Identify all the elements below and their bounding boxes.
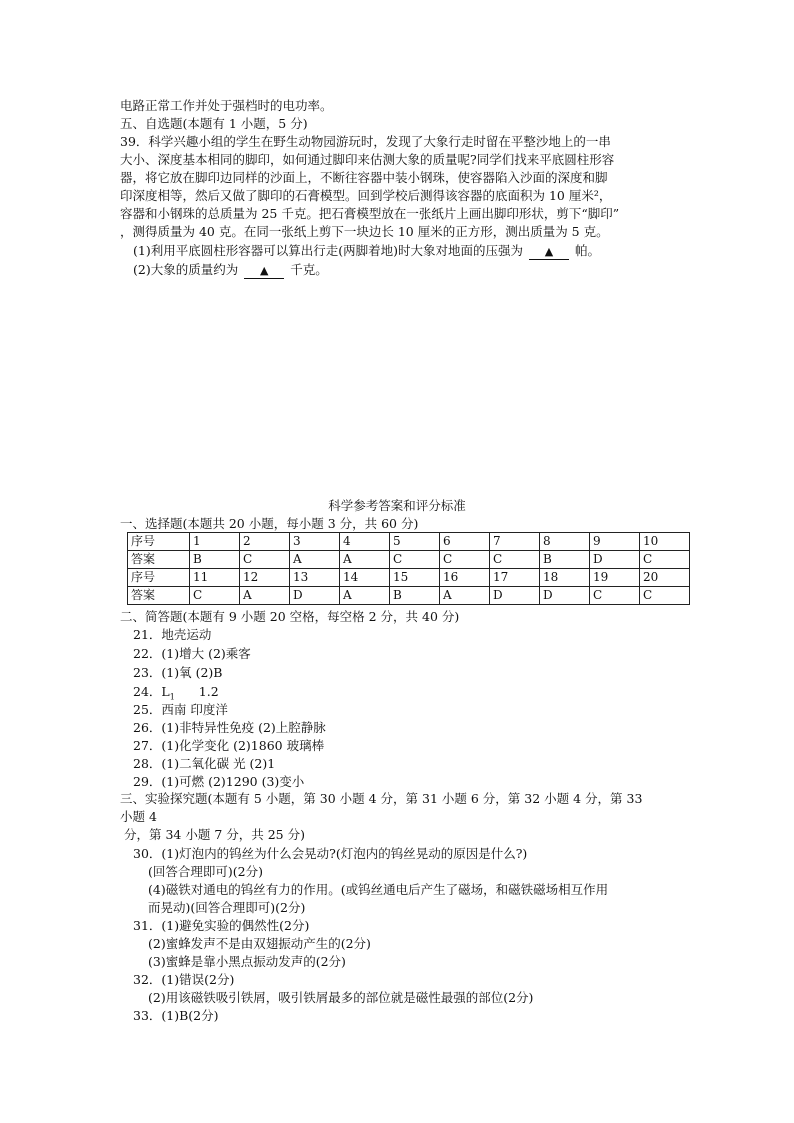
table-cell: 4: [340, 533, 390, 551]
q38-tail: 电路正常工作并处于强档时的电功率。: [120, 98, 333, 113]
triangle-icon: ▲: [544, 245, 554, 258]
table-row: [128, 587, 690, 605]
q39-sub1-text: (1)利用平底圆柱形容器可以算出行走(两脚着地)时大象对地面的压强为: [133, 243, 523, 258]
answer-30-line-3: (4)磁铁对通电的钨丝有力的作用。(或钨丝通电后产生了磁场，和磁铁磁场相互作用: [148, 882, 609, 897]
table-cell: 16: [440, 569, 490, 587]
table-cell: C: [190, 587, 240, 605]
table-cell: A: [290, 551, 340, 569]
table-cell: 3: [290, 533, 340, 551]
table-cell: 10: [640, 533, 690, 551]
answer-24-subscript: 1: [169, 692, 175, 702]
q39-sub2-blank[interactable]: [244, 263, 284, 279]
table-cell: C: [640, 587, 690, 605]
table-cell: 15: [390, 569, 440, 587]
answer-31-line-1: 31．(1)避免实验的偶然性(2分): [133, 918, 310, 933]
table-cell: 17: [490, 569, 540, 587]
table-cell: A: [340, 587, 390, 605]
answer-30-line-4: 而晃动)(回答合理即可)(2分): [148, 900, 306, 915]
table-cell: C: [240, 551, 290, 569]
table-cell: 9: [590, 533, 640, 551]
q39-sub2-text: (2)大象的质量约为: [133, 262, 239, 277]
answer-28: 28．(1)二氧化碳 光 (2)1: [133, 756, 276, 771]
q39-line-3: 器，将它放在脚印边同样的沙面上，不断往容器中装小钢珠，使容器陷入沙面的深度和脚: [120, 170, 608, 185]
q39-line-1: 39．科学兴趣小组的学生在野生动物园游玩时，发现了大象行走时留在平整沙地上的一串: [120, 134, 611, 149]
section1-heading: 一、选择题(本题共 20 小题，每小题 3 分，共 60 分): [120, 516, 419, 531]
answer-21: 21．地壳运动: [133, 627, 212, 642]
table-cell: A: [440, 587, 490, 605]
section2-heading: 二、简答题(本题有 9 小题 20 空格，每空格 2 分，共 40 分): [120, 609, 460, 624]
q39-line-6: ，测得质量为 40 克。在同一张纸上剪下一块边长 10 厘米的正方形，测出质量为 5 克。: [120, 224, 609, 239]
q39-line-5: 容器和小钢珠的总质量为 25 千克。把石膏模型放在一张纸片上画出脚印形状，剪下“脚印”: [120, 206, 620, 221]
table-cell: A: [340, 551, 390, 569]
section5-heading: 五、自选题(本题有 1 小题，5 分): [120, 116, 308, 131]
answer-23: 23．(1)氧 (2)B: [133, 665, 223, 680]
answer-32-line-1: 32．(1)错误(2分): [133, 972, 235, 987]
table-cell: 2: [240, 533, 290, 551]
q39-sub1: [133, 242, 600, 260]
table-cell: B: [390, 587, 440, 605]
table-cell: 19: [590, 569, 640, 587]
table-cell: B: [190, 551, 240, 569]
table-cell: D: [540, 587, 590, 605]
table-cell: 13: [290, 569, 340, 587]
answers-title: 科学参考答案和评分标准: [328, 498, 466, 513]
answer-table: [127, 532, 690, 605]
q39-line-4: 印深度相等，然后又做了脚印的石膏模型。回到学校后测得该容器的底面积为 10 厘米²，: [120, 188, 612, 203]
table-cell: C: [640, 551, 690, 569]
table-cell: C: [440, 551, 490, 569]
answer-22: 22．(1)增大 (2)乘客: [133, 646, 251, 661]
answer-31-line-2: (2)蜜蜂发声不是由双翅振动产生的(2分): [148, 936, 371, 951]
table-cell: C: [590, 587, 640, 605]
table-cell: A: [240, 587, 290, 605]
q39-line-2: 大小、深度基本相同的脚印，如何通过脚印来估测大象的质量呢?同学们找来平底圆柱形容: [120, 152, 615, 167]
table-row: [128, 533, 690, 551]
table-row: [128, 569, 690, 587]
table-cell: 5: [390, 533, 440, 551]
table-cell: 11: [190, 569, 240, 587]
answer-30-line-1: 30．(1)灯泡内的钨丝为什么会晃动?(灯泡内的钨丝晃动的原因是什么?): [133, 846, 528, 861]
answer-32-line-2: (2)用该磁铁吸引铁屑，吸引铁屑最多的部位就是磁性最强的部位(2分): [148, 990, 534, 1005]
table-cell: 1: [190, 533, 240, 551]
table-cell: D: [490, 587, 540, 605]
table-cell: 12: [240, 569, 290, 587]
row-label: 序号: [128, 533, 190, 551]
q39-sub1-unit: 帕。: [574, 243, 600, 258]
table-cell: D: [590, 551, 640, 569]
answer-27: 27．(1)化学变化 (2)1860 玻璃棒: [133, 738, 325, 753]
triangle-icon: ▲: [259, 264, 269, 277]
answer-26: 26．(1)非特异性免疫 (2)上腔静脉: [133, 720, 326, 735]
table-cell: 6: [440, 533, 490, 551]
table-cell: B: [540, 551, 590, 569]
table-cell: 8: [540, 533, 590, 551]
answer-24-label: 24．L: [133, 684, 170, 699]
table-cell: 20: [640, 569, 690, 587]
table-cell: 7: [490, 533, 540, 551]
answer-24-value: 1.2: [198, 684, 219, 699]
answer-33-line-1: 33．(1)B(2分): [133, 1008, 219, 1023]
row-label: 序号: [128, 569, 190, 587]
table-cell: C: [490, 551, 540, 569]
answer-29: 29．(1)可燃 (2)1290 (3)变小: [133, 774, 305, 789]
answer-31-line-3: (3)蜜蜂是靠小黑点振动发声的(2分): [148, 954, 346, 969]
q39-sub2: [133, 261, 328, 279]
answer-25: 25．西南 印度洋: [133, 702, 228, 717]
table-cell: 18: [540, 569, 590, 587]
answer-30-line-2: (回答合理即可)(2分): [148, 864, 263, 879]
row-label: 答案: [128, 551, 190, 569]
section3-heading-line-1: 三、实验探究题(本题有 5 小题，第 30 小题 4 分，第 31 小题 6 分，第 32 小题 4 分，第 33: [120, 791, 643, 806]
row-label: 答案: [128, 587, 190, 605]
table-cell: 14: [340, 569, 390, 587]
q39-sub2-unit: 千克。: [290, 262, 328, 277]
q39-sub1-blank[interactable]: [529, 244, 569, 260]
table-cell: C: [390, 551, 440, 569]
section3-heading-line-3: 分，第 34 小题 7 分，共 25 分): [124, 827, 305, 842]
table-cell: D: [290, 587, 340, 605]
table-row: [128, 551, 690, 569]
section3-heading-line-2: 小题 4: [120, 809, 157, 824]
